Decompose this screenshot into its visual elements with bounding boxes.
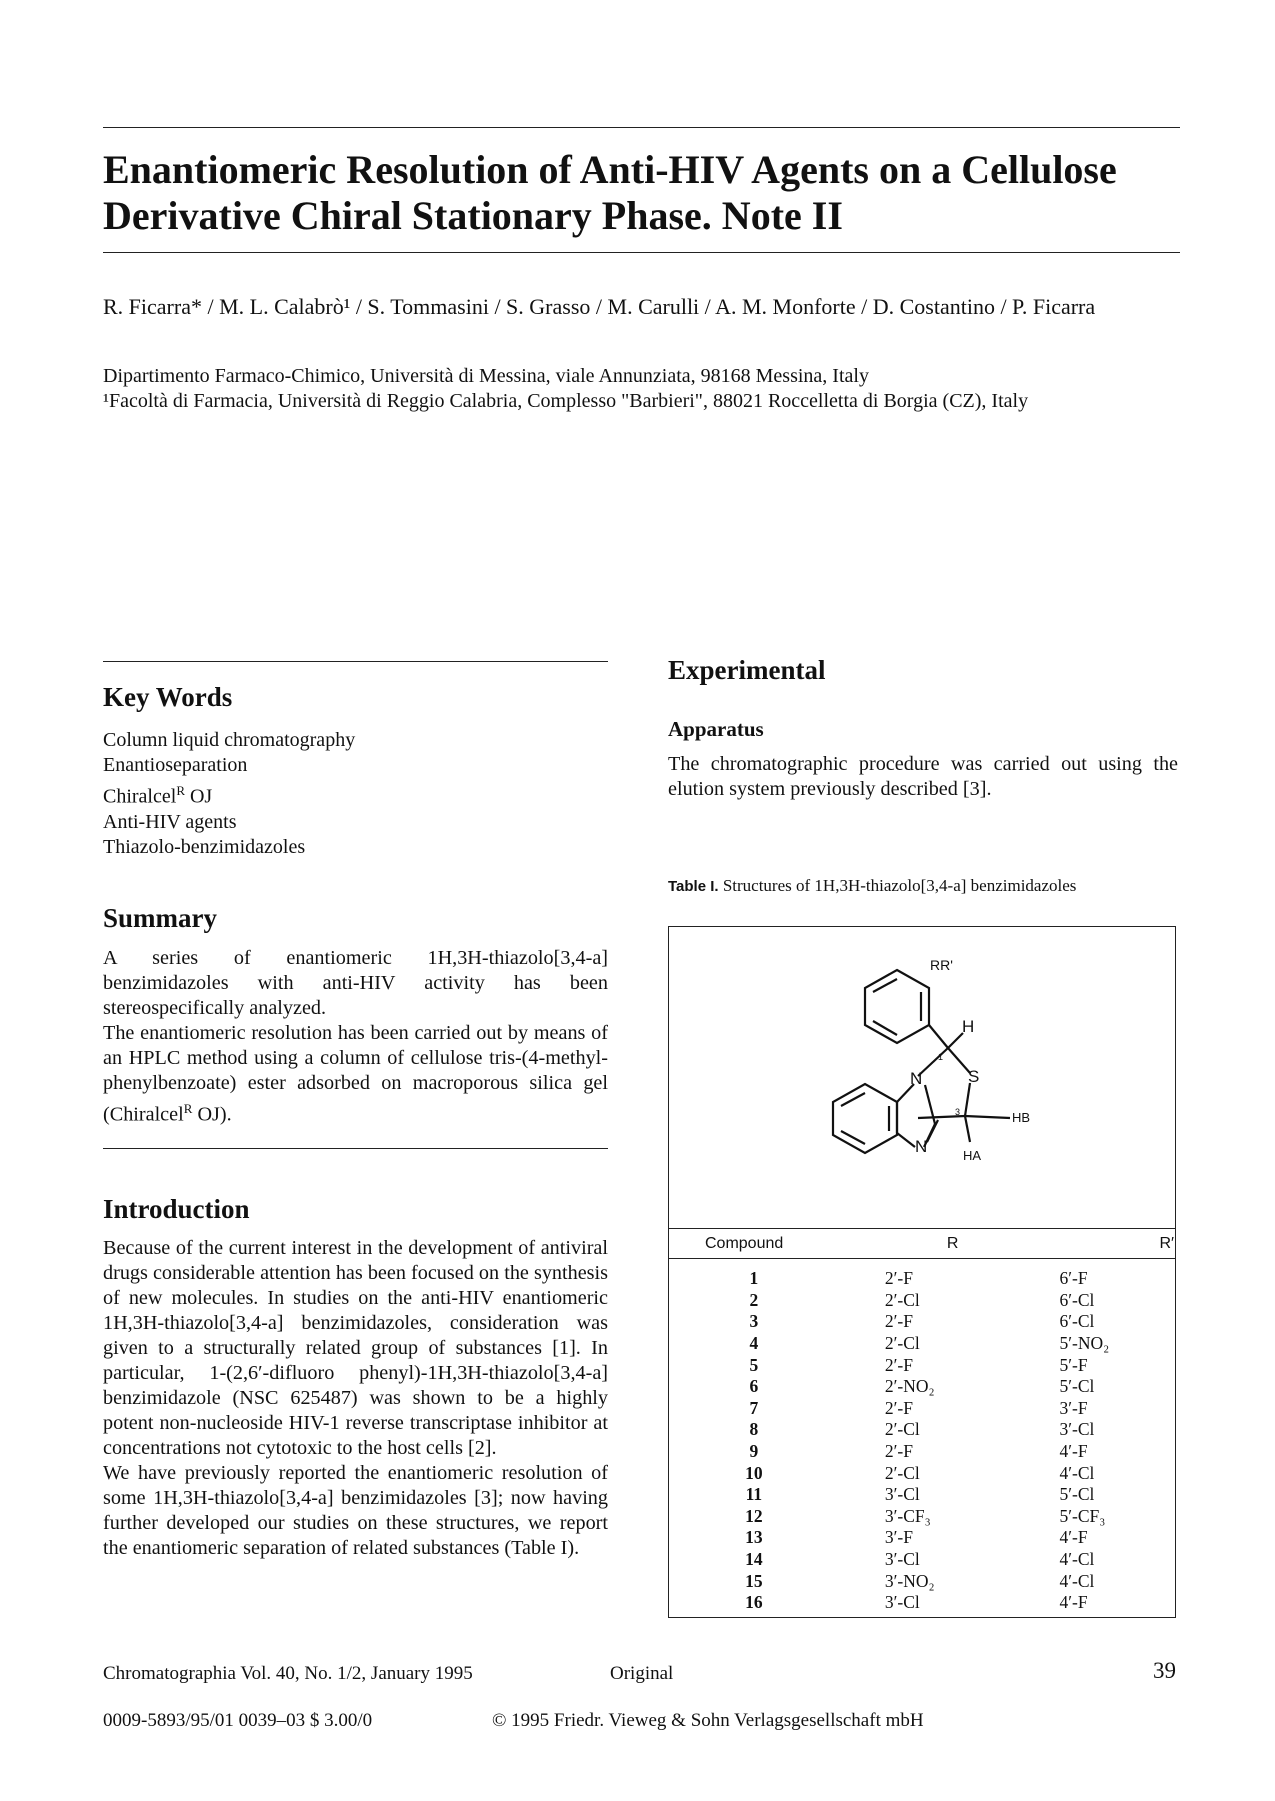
- keywords-list: [103, 728, 608, 860]
- compound-number-cell: 1: [749, 1268, 759, 1289]
- r-substituent-cell: 2′-Cl: [884, 1333, 920, 1354]
- r-substituent-cell: 2′-NO₂: [884, 1376, 935, 1397]
- r-substituent-cell: 2′-Cl: [884, 1289, 920, 1310]
- copyright: © 1995 Friedr. Vieweg & Sohn Verlagsgesellschaft mbH: [492, 1710, 924, 1731]
- summary-heading: Summary: [103, 903, 217, 933]
- r-substituent-cell: 2′-F: [884, 1268, 913, 1289]
- r-prime-substituent-cell: 4′-Cl: [1059, 1462, 1095, 1483]
- summary-paragraph-2: The enantiomeric resolution has been carried out by means of an HPLC method using a column of cellulose tris-(4-methyl-phenylbenzoate) ester adsorbed on macroporous silica gel (Chiralcel$^R$ OJ).: [103, 1022, 608, 1126]
- keywords-top-rule: [103, 661, 608, 662]
- thiazolo-benzimidazole-structure: [780, 950, 1060, 1190]
- r-prime-substituent-cell: 5′-F: [1059, 1354, 1088, 1375]
- keyword-item: Chiralcel$^R$ OJ: [103, 783, 213, 808]
- benzo-ring: [833, 1084, 897, 1153]
- position-1-label: 1: [938, 1052, 944, 1062]
- table-header-row: [669, 1228, 1175, 1260]
- article-type: Original: [610, 1663, 674, 1684]
- introduction-heading: Introduction: [103, 1194, 250, 1224]
- top-rule: [103, 127, 1180, 128]
- experimental-heading: Experimental: [668, 655, 826, 685]
- r-substituent-cell: 2′-Cl: [884, 1419, 920, 1440]
- table-body: [669, 1260, 1175, 1614]
- r-prime-substituent-cell: 5′-CF₃: [1059, 1505, 1106, 1526]
- apparatus-text: The chromatographic procedure was carried out using the elution system previously described [3].: [668, 753, 1178, 800]
- h-label: H: [962, 1017, 975, 1036]
- n1-label: N: [910, 1069, 923, 1088]
- table-row: [669, 1484, 1175, 1506]
- compound-number-cell: 2: [749, 1289, 759, 1310]
- compound-number-cell: 10: [745, 1462, 763, 1483]
- n2-label: N: [915, 1137, 928, 1156]
- rr-label: RR': [930, 957, 953, 973]
- s-label: S: [968, 1067, 980, 1086]
- introduction-text: [103, 1236, 608, 1561]
- table-row: [669, 1527, 1175, 1549]
- table-row: [669, 1354, 1175, 1376]
- r-prime-substituent-cell: 4′-Cl: [1059, 1570, 1095, 1591]
- r-prime-substituent-cell: 4′-F: [1059, 1527, 1088, 1548]
- r-prime-substituent-cell: 4′-Cl: [1059, 1549, 1095, 1570]
- table-row: [669, 1506, 1175, 1528]
- table-row: [669, 1570, 1175, 1592]
- table-row: [669, 1376, 1175, 1398]
- table-row: [669, 1419, 1175, 1441]
- r-prime-substituent-cell: 4′-F: [1059, 1592, 1088, 1613]
- r-prime-substituent-cell: 6′-Cl: [1059, 1289, 1095, 1310]
- r-substituent-cell: 3′-Cl: [884, 1484, 920, 1505]
- r-substituent-cell: 2′-F: [884, 1354, 913, 1375]
- r-substituent-cell: 2′-F: [884, 1397, 913, 1418]
- page-number: 39: [1153, 1658, 1176, 1683]
- keyword-item: Enantioseparation: [103, 754, 248, 776]
- table-caption: Table I. Structures of 1H,3H-thiazolo[3,4-a] benzimidazoles: [668, 876, 1077, 895]
- summary-bottom-rule: [103, 1148, 608, 1149]
- phenyl-ring: [865, 970, 929, 1043]
- r-prime-substituent-cell: 6′-Cl: [1059, 1311, 1095, 1332]
- hb-label: HB: [1012, 1110, 1031, 1125]
- compound-number-cell: 15: [745, 1570, 763, 1591]
- position-3-label: 3: [955, 1107, 961, 1117]
- compound-number-cell: 5: [749, 1354, 759, 1375]
- journal-citation: Chromatographia Vol. 40, No. 1/2, January 1995: [103, 1663, 473, 1684]
- introduction-paragraph-2: We have previously reported the enantiomeric resolution of some 1H,3H-thiazolo[3,4-a] benzimidazoles [3]; now having further developed our studies on these structures, we report the enantiomeric separation of related substances (Table I).: [103, 1462, 608, 1559]
- r-substituent-cell: 2′-F: [884, 1441, 913, 1462]
- r-substituent-cell: 2′-Cl: [884, 1462, 920, 1483]
- introduction-paragraph-1: Because of the current interest in the development of antiviral drugs considerable attention has been focused on the synthesis of new molecules. In studies on the anti-HIV enantiomeric 1H,3H-thiazolo[3,4-a] benzimidazoles, consideration was given to a structurally related group of substances [1]. In particular, 1-(2,6′-difluoro phenyl)-1H,3H-thiazolo[3,4-a] benzimidazole (NSC 625487) was shown to be a highly potent non-nucleoside HIV-1 reverse transcriptase inhibitor at concentrations not cytotoxic to the host cells [2].: [103, 1237, 608, 1459]
- keyword-item: Anti-HIV agents: [103, 810, 237, 833]
- compound-number-cell: 7: [749, 1397, 759, 1418]
- compound-number-cell: 8: [749, 1419, 759, 1440]
- author-list: R. Ficarra* / M. L. Calabrò¹ / S. Tommasini / S. Grasso / M. Carulli / A. M. Monforte / D. Costantino / P. Ficarra: [103, 294, 1096, 319]
- r-substituent-cell: 3′-F: [884, 1527, 913, 1548]
- table-row: [669, 1311, 1175, 1333]
- r-prime-substituent-cell: 5′-Cl: [1059, 1484, 1095, 1505]
- r-prime-substituent-cell: 3′-F: [1059, 1397, 1088, 1418]
- compounds-table: [669, 1228, 1175, 1614]
- column-header-r-prime: R′: [1159, 1235, 1174, 1252]
- table-row: [669, 1398, 1175, 1420]
- keyword-item: Thiazolo-benzimidazoles: [103, 835, 306, 858]
- table-row: [669, 1333, 1175, 1355]
- compound-number-cell: 11: [745, 1484, 763, 1505]
- keyword-item: Column liquid chromatography: [103, 729, 356, 751]
- article-code: 0009-5893/95/01 0039–03 $ 3.00/0: [103, 1710, 373, 1731]
- table-row: [669, 1290, 1175, 1312]
- r-prime-substituent-cell: 5′-Cl: [1059, 1376, 1095, 1397]
- title-bottom-rule: [103, 252, 1180, 253]
- r-prime-substituent-cell: 6′-F: [1059, 1268, 1088, 1289]
- compound-number-cell: 9: [749, 1441, 759, 1462]
- table-row: [669, 1549, 1175, 1571]
- r-substituent-cell: 2′-F: [884, 1311, 913, 1332]
- compound-number-cell: 3: [749, 1311, 759, 1332]
- column-header-r: R: [946, 1235, 959, 1252]
- compound-number-cell: 16: [745, 1592, 763, 1613]
- table-row: [669, 1441, 1175, 1463]
- summary-text: [103, 946, 608, 1128]
- apparatus-heading: Apparatus: [668, 717, 764, 741]
- affiliation-1: Dipartimento Farmaco-Chimico, Università di Messina, viale Annunziata, 98168 Messina, Italy: [103, 365, 869, 387]
- column-header-compound: Compound: [705, 1235, 784, 1252]
- table-row: [669, 1268, 1175, 1290]
- r-substituent-cell: 3′-Cl: [884, 1592, 920, 1613]
- table-row: [669, 1592, 1175, 1614]
- summary-paragraph-1: A series of enantiomeric 1H,3H-thiazolo[3,4-a] benzimidazoles with anti-HIV activity has been stereospecifically analyzed.: [103, 947, 608, 1019]
- affiliation-2: ¹Facoltà di Farmacia, Università di Reggio Calabria, Complesso "Barbieri", 88021 Roccelletta di Borgia (CZ), Italy: [103, 390, 1029, 412]
- r-substituent-cell: 3′-NO₂: [884, 1570, 935, 1591]
- compound-number-cell: 13: [745, 1527, 763, 1548]
- compound-number-cell: 14: [745, 1549, 763, 1570]
- table-row: [669, 1462, 1175, 1484]
- ha-label: HA: [963, 1148, 982, 1163]
- article-title: Enantiomeric Resolution of Anti-HIV Agents on a Cellulose Derivative Chiral Stationary Phase. Note II: [103, 147, 1117, 238]
- r-substituent-cell: 3′-CF₃: [884, 1505, 931, 1526]
- compound-number-cell: 12: [745, 1505, 763, 1526]
- compound-number-cell: 4: [749, 1333, 759, 1354]
- keywords-heading: Key Words: [103, 682, 233, 712]
- r-prime-substituent-cell: 4′-F: [1059, 1441, 1088, 1462]
- r-prime-substituent-cell: 3′-Cl: [1059, 1419, 1095, 1440]
- r-prime-substituent-cell: 5′-NO₂: [1059, 1333, 1110, 1354]
- compound-number-cell: 6: [749, 1376, 759, 1397]
- r-substituent-cell: 3′-Cl: [884, 1549, 920, 1570]
